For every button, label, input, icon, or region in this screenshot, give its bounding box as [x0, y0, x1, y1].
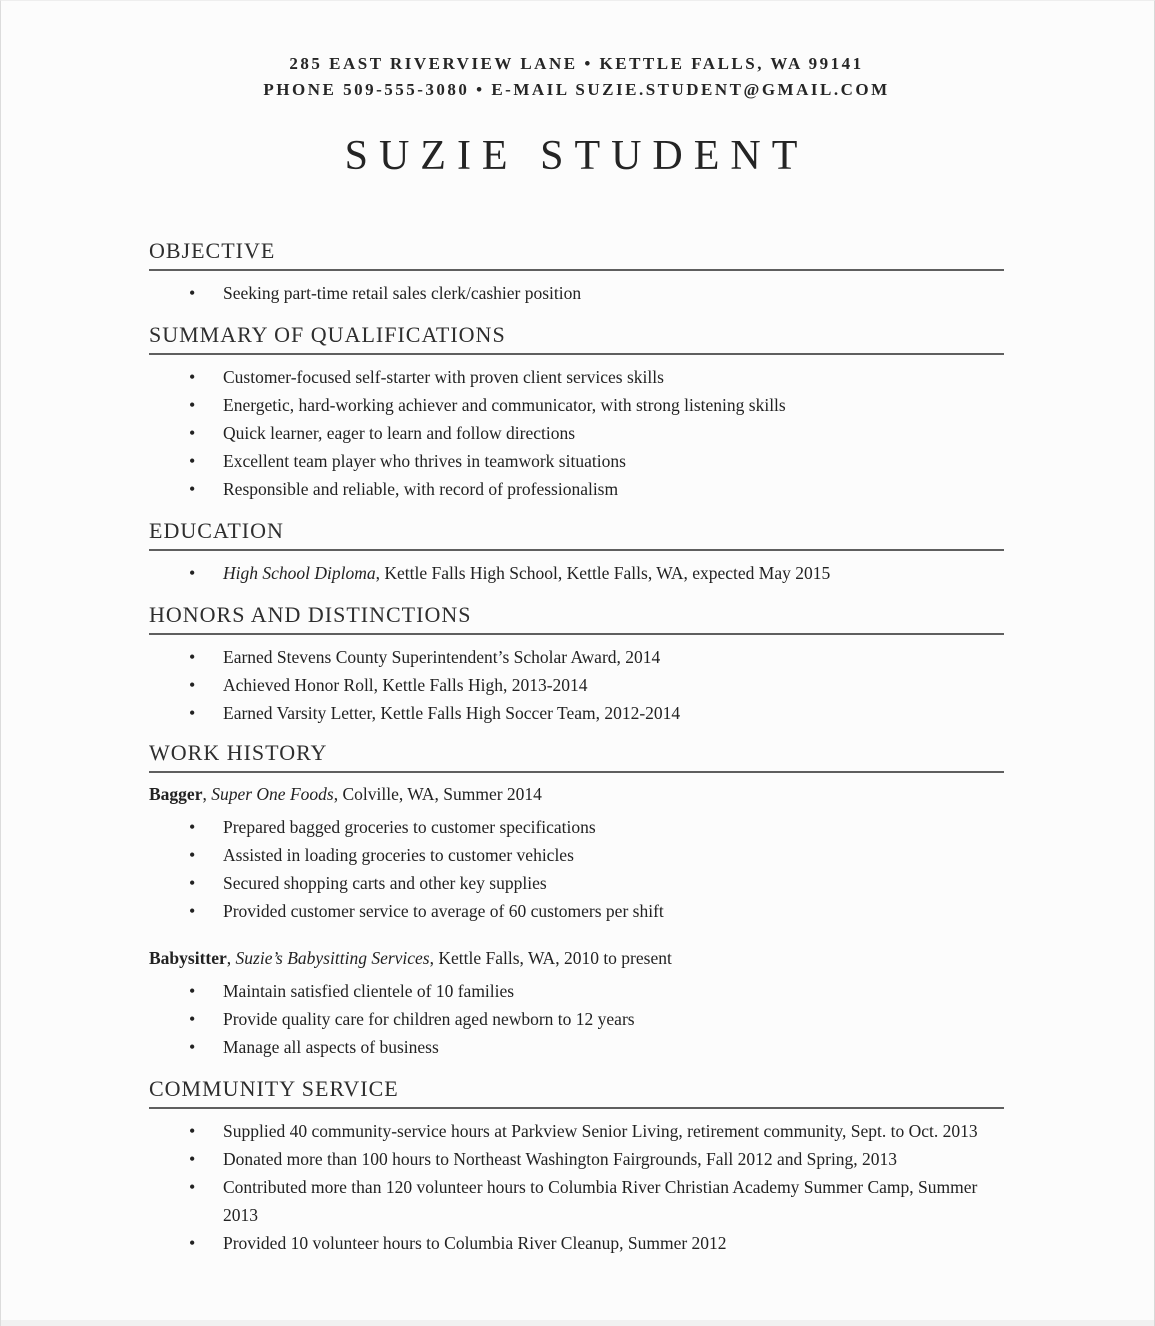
objective-bullet-list	[149, 279, 1004, 307]
bullet-item: • Supplied 40 community-service hours at Parkview Senior Living, retirement community, Sept. to Oct. 2013	[149, 1117, 1004, 1145]
job-title: Bagger	[149, 784, 203, 804]
bullet-item: • Excellent team player who thrives in teamwork situations	[149, 447, 1004, 475]
education-title: EDUCATION	[149, 517, 1004, 551]
resume-header	[149, 51, 1004, 183]
section-honors	[149, 601, 1004, 727]
bullet-item: • Customer-focused self-starter with proven client services skills	[149, 363, 1004, 391]
honors-title: HONORS AND DISTINCTIONS	[149, 601, 1004, 635]
degree-name: High School Diploma	[223, 563, 376, 583]
job-details: , Kettle Falls, WA, 2010 to present	[429, 948, 672, 968]
page-bottom-edge	[1, 1320, 1154, 1326]
bullet-item: • Contributed more than 120 volunteer hours to Columbia River Christian Academy Summer Camp, Summer 2013	[149, 1173, 1004, 1229]
bullet-item: • Achieved Honor Roll, Kettle Falls High, 2013-2014	[149, 671, 1004, 699]
community-service-title: COMMUNITY SERVICE	[149, 1075, 1004, 1109]
section-work-history	[149, 739, 1004, 1061]
section-community-service	[149, 1075, 1004, 1257]
bullet-item: • Earned Stevens County Superintendent’s Scholar Award, 2014	[149, 643, 1004, 671]
objective-title: OBJECTIVE	[149, 237, 1004, 271]
bullet-item: • Prepared bagged groceries to customer specifications	[149, 813, 1004, 841]
bullet-item: • Manage all aspects of business	[149, 1033, 1004, 1061]
bullet-item	[149, 559, 1004, 587]
job-separator: ,	[226, 948, 236, 968]
education-bullet-list	[149, 559, 1004, 587]
section-objective	[149, 237, 1004, 307]
bullet-item: • Seeking part-time retail sales clerk/cashier position	[149, 279, 1004, 307]
job-company: Suzie’s Babysitting Services	[235, 948, 430, 968]
job-bullet-list	[149, 813, 1004, 925]
job-company: Super One Foods	[211, 784, 334, 804]
bullet-item: • Donated more than 100 hours to Northeast Washington Fairgrounds, Fall 2012 and Spring, 2013	[149, 1145, 1004, 1173]
job-entry-header	[149, 781, 1004, 807]
job-details: , Colville, WA, Summer 2014	[333, 784, 542, 804]
job-bullet-list	[149, 977, 1004, 1061]
bullet-item: • Earned Varsity Letter, Kettle Falls High Soccer Team, 2012-2014	[149, 699, 1004, 727]
work-history-title: WORK HISTORY	[149, 739, 1004, 773]
qualifications-bullet-list	[149, 363, 1004, 503]
bullet-item: • Provide quality care for children aged newborn to 12 years	[149, 1005, 1004, 1033]
community-bullet-list	[149, 1117, 1004, 1257]
bullet-item: • Energetic, hard-working achiever and communicator, with strong listening skills	[149, 391, 1004, 419]
job-entry-header	[149, 945, 1004, 971]
job-separator: ,	[202, 784, 212, 804]
bullet-item: • Secured shopping carts and other key supplies	[149, 869, 1004, 897]
bullet-item: • Quick learner, eager to learn and follow directions	[149, 419, 1004, 447]
bullet-item: • Provided 10 volunteer hours to Columbia River Cleanup, Summer 2012	[149, 1229, 1004, 1257]
job-title: Babysitter	[149, 948, 227, 968]
bullet-item: • Provided customer service to average of 60 customers per shift	[149, 897, 1004, 925]
address-line: 285 EAST RIVERVIEW LANE • KETTLE FALLS, WA 99141	[289, 54, 864, 73]
section-qualifications	[149, 321, 1004, 503]
candidate-name: SUZIE STUDENT	[344, 133, 809, 179]
phone-email-line: PHONE 509-555-3080 • E-MAIL SUZIE.STUDENT@GMAIL.COM	[263, 80, 890, 99]
bullet-item: • Maintain satisfied clientele of 10 families	[149, 977, 1004, 1005]
bullet-item: • Assisted in loading groceries to customer vehicles	[149, 841, 1004, 869]
bullet-item: • Responsible and reliable, with record of professionalism	[149, 475, 1004, 503]
section-education	[149, 517, 1004, 587]
honors-bullet-list	[149, 643, 1004, 727]
qualifications-title: SUMMARY OF QUALIFICATIONS	[149, 321, 1004, 355]
resume-content	[1, 1, 1154, 1257]
degree-details: , Kettle Falls High School, Kettle Falls, WA, expected May 2015	[375, 563, 831, 583]
